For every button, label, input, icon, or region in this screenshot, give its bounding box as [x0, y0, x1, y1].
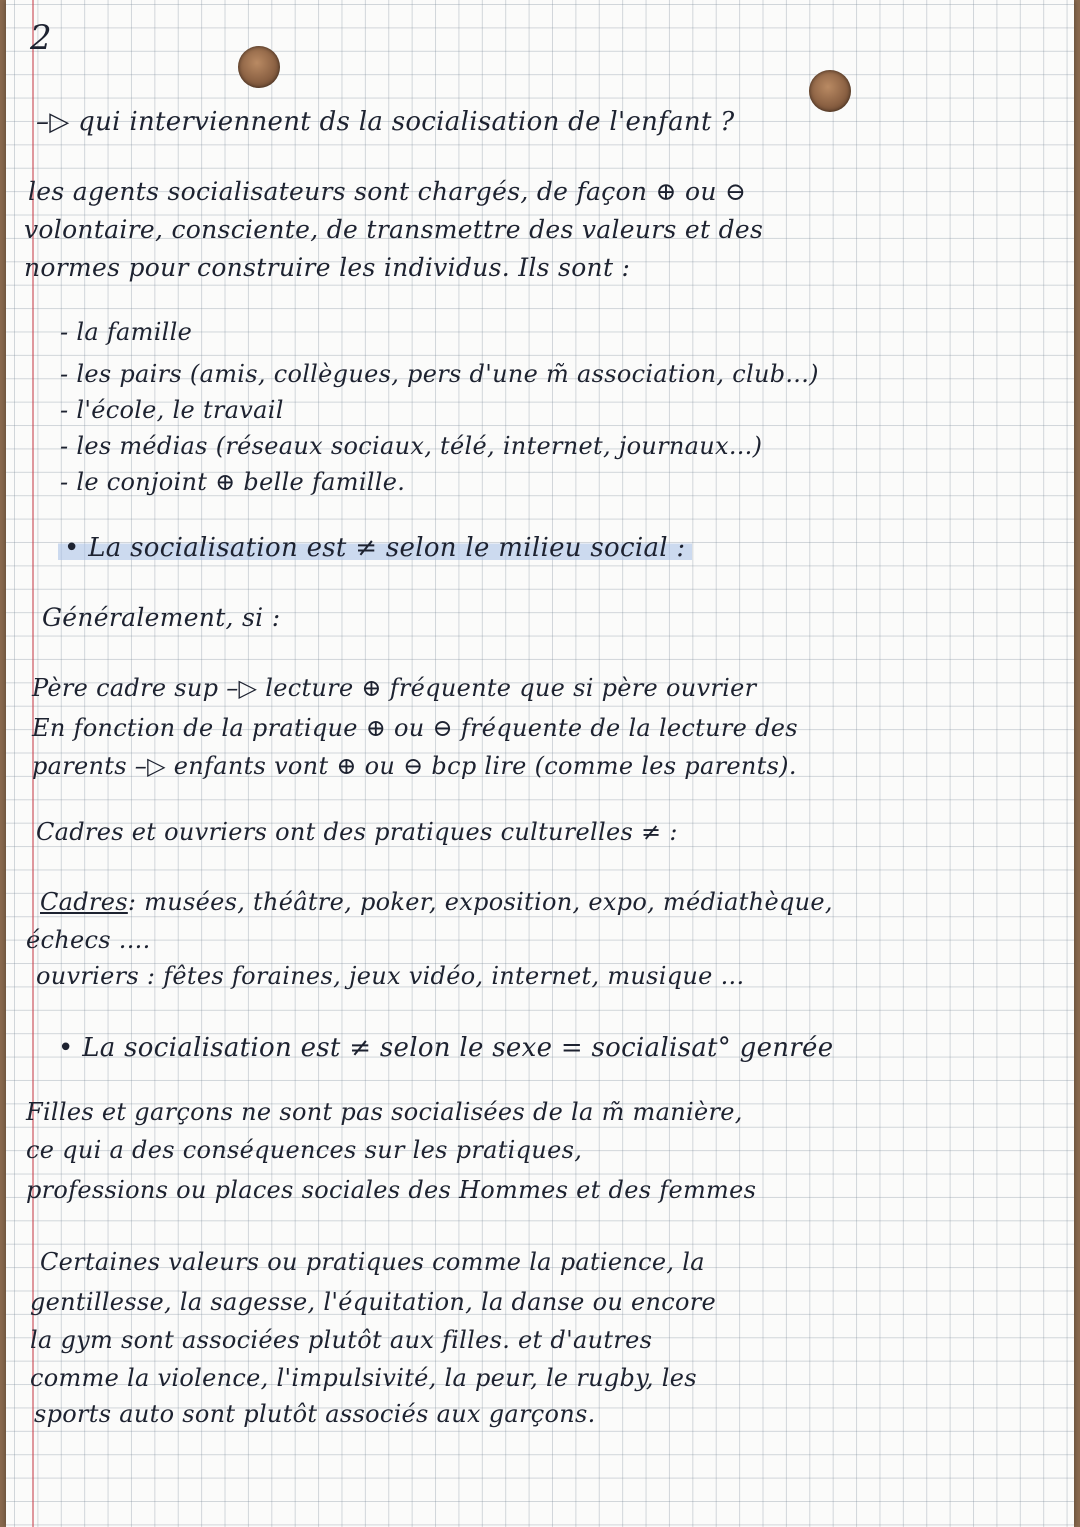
intro-line-1: les agents socialisateurs sont chargés, de façon ⊕ ou ⊖: [28, 177, 747, 206]
section-heading-text: • La socialisation est ≠ selon le milieu social :: [58, 533, 692, 563]
notebook-page: [6, 0, 1074, 1527]
intro-line-2: volontaire, consciente, de transmettre des valeurs et des: [24, 215, 764, 244]
para4-line-3: la gym sont associées plutôt aux filles. et d'autres: [30, 1326, 653, 1354]
ouvriers-line: ouvriers : fêtes foraines, jeux vidéo, internet, musique ...: [36, 962, 745, 990]
cadres-text: : musées, théâtre, poker, exposition, expo, médiathèque,: [127, 888, 833, 916]
generalement-label: Généralement, si :: [42, 603, 281, 632]
agent-item: - le conjoint ⊕ belle famille.: [60, 468, 406, 496]
cadres-label: Cadres: [40, 888, 128, 916]
para3-line-3: professions ou places sociales des Hommes et des femmes: [26, 1176, 757, 1204]
para2: Cadres et ouvriers ont des pratiques culturelles ≠ :: [36, 818, 678, 846]
para1-line-1: Père cadre sup –▷ lecture ⊕ fréquente que si père ouvrier: [32, 674, 757, 702]
para3-line-2: ce qui a des conséquences sur les pratiques,: [26, 1136, 583, 1164]
para3-line-1: Filles et garçons ne sont pas socialisées de la m̃ manière,: [26, 1098, 743, 1126]
section-heading-milieu: [58, 534, 692, 562]
question: –▷ qui interviennent ds la socialisation de l'enfant ?: [36, 107, 735, 137]
para1-line-3: parents –▷ enfants vont ⊕ ou ⊖ bcp lire (comme les parents).: [32, 752, 797, 780]
agent-item: - la famille: [60, 318, 193, 346]
agent-item: - les médias (réseaux sociaux, télé, internet, journaux...): [60, 432, 763, 460]
para4-line-2: gentillesse, la sagesse, l'équitation, la danse ou encore: [30, 1288, 717, 1316]
agent-item: - l'école, le travail: [60, 396, 284, 424]
agent-item: - les pairs (amis, collègues, pers d'une m̃ association, club...): [60, 360, 819, 388]
cadres-line: [40, 888, 833, 916]
para1-line-2: En fonction de la pratique ⊕ ou ⊖ fréquente de la lecture des: [32, 714, 798, 742]
para4-line-4: comme la violence, l'impulsivité, la peur, le rugby, les: [30, 1364, 697, 1392]
section-heading-sexe: • La socialisation est ≠ selon le sexe = socialisat° genrée: [58, 1033, 834, 1063]
page-number: 2: [30, 18, 52, 58]
binder-hole-left: [238, 46, 280, 88]
cadres-line-2: échecs ....: [26, 926, 151, 954]
para4-line-5: sports auto sont plutôt associés aux garçons.: [34, 1400, 596, 1428]
binder-hole-right: [809, 70, 851, 112]
intro-line-3: normes pour construire les individus. Ils sont :: [24, 253, 631, 282]
para4-line-1: Certaines valeurs ou pratiques comme la patience, la: [40, 1248, 705, 1276]
